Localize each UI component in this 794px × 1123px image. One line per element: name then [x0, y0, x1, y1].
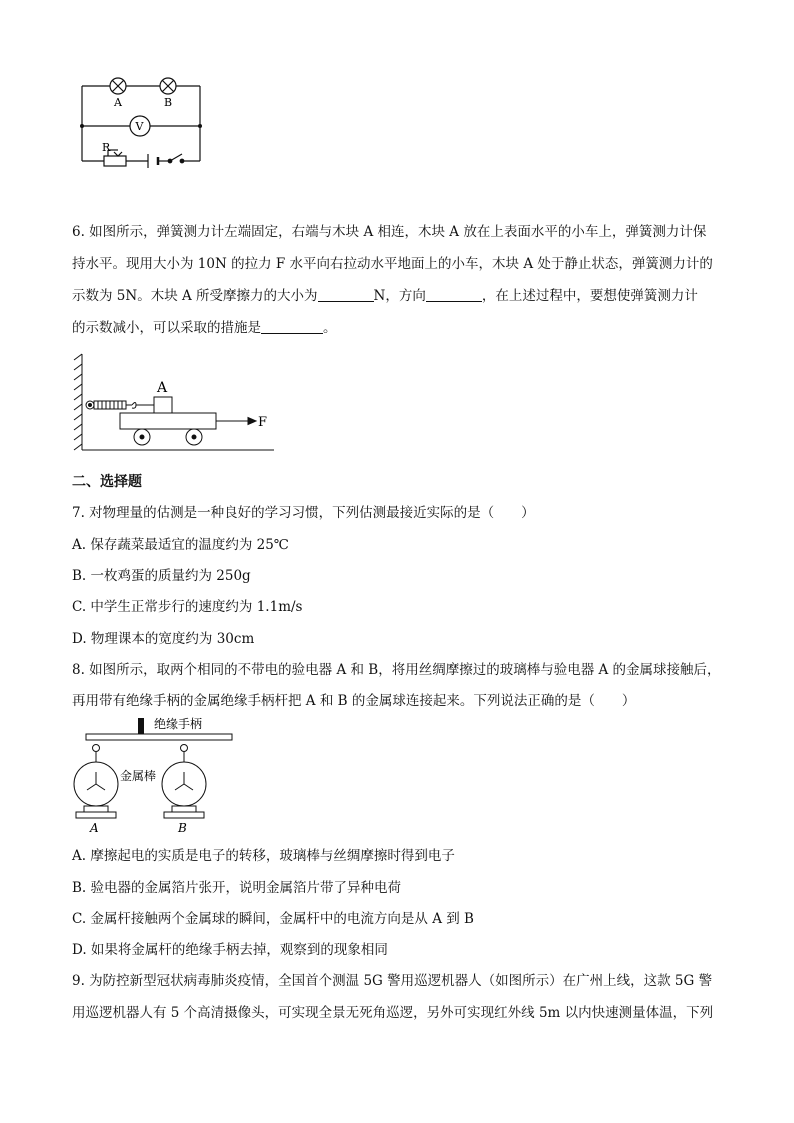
block-a [154, 397, 172, 413]
electroscope-a-label: A [90, 821, 99, 835]
q6-line-3 [72, 286, 732, 306]
circuit-diagram [72, 68, 212, 172]
lamp-b-label: B [164, 96, 173, 109]
handle-label: 绝缘手柄 [154, 717, 203, 731]
q6-line-4 [72, 318, 732, 338]
q6-line-4-part-b: 。 [323, 320, 337, 336]
battery-icon [148, 154, 158, 168]
q8-option-d[interactable]: D. 如果将金属杆的绝缘手柄去掉，观察到的现象相同 [72, 942, 388, 958]
q6-line-1: 6. 如图所示，弹簧测力计左端固定，右端与木块 A 相连，木块 A 放在上表面水平的小车上，弹簧测力计保 [72, 224, 707, 240]
q8-option-c[interactable]: C. 金属杆接触两个金属球的瞬间，金属杆中的电流方向是从 A 到 B [72, 911, 474, 927]
force-arrow-icon [216, 418, 256, 425]
q7-option-a[interactable]: A. 保存蔬菜最适宜的温度约为 25℃ [72, 537, 289, 553]
lamp-a-label: A [114, 96, 122, 109]
electroscope-figure [68, 712, 248, 840]
insulating-handle [138, 718, 144, 734]
q8-line-2: 再用带有绝缘手柄的金属绝缘手柄杆把 A 和 B 的金属球连接起来。下列说法正确的是（ ） [72, 693, 636, 709]
q7-stem: 7. 对物理量的估测是一种良好的学习习惯，下列估测最接近实际的是（ ） [72, 505, 535, 521]
q8-line-1: 8. 如图所示，取两个相同的不带电的验电器 A 和 B，将用丝绸摩擦过的玻璃棒与验电器 A 的金属球接触后， [72, 662, 721, 678]
block-a-label: A [157, 380, 168, 396]
resistor-label: R [102, 141, 111, 154]
section-title: 二、选择题 [72, 474, 142, 490]
q9-line-1: 9. 为防控新型冠状病毒肺炎疫情，全国首个测温 5G 警用巡逻机器人（如图所示）在广州上线，这款 5G 警 [72, 973, 713, 989]
answer-blank-friction[interactable] [318, 287, 374, 302]
voltmeter-label: V [135, 120, 144, 133]
spring-cart-figure [70, 350, 280, 456]
electroscope-b-icon [162, 745, 206, 819]
q7-option-d[interactable]: D. 物理课本的宽度约为 30cm [72, 631, 255, 647]
q8-option-b[interactable]: B. 验电器的金属箔片张开，说明金属箔片带了异种电荷 [72, 880, 402, 896]
electroscope-b-label: B [178, 821, 187, 835]
lamp-b-icon [160, 78, 176, 94]
wall-icon [74, 354, 82, 450]
answer-blank-measure[interactable] [261, 319, 323, 334]
lamp-a-icon [110, 78, 126, 94]
q7-option-c[interactable]: C. 中学生正常步行的速度约为 1.1m/s [72, 599, 303, 615]
rod-label: 金属棒 [120, 769, 157, 783]
q8-option-a[interactable]: A. 摩擦起电的实质是电子的转移，玻璃棒与丝绸摩擦时得到电子 [72, 848, 455, 864]
metal-rod [86, 734, 232, 740]
q6-line-4-part-a: 的示数减小，可以采取的措施是 [72, 320, 261, 336]
q6-line-3-part-c: ，在上述过程中，要想使弹簧测力计 [481, 288, 698, 304]
q7-option-b[interactable]: B. 一枚鸡蛋的质量约为 250g [72, 568, 251, 584]
q9-line-2: 用巡逻机器人有 5 个高清摄像头，可实现全景无死角巡逻，另外可实现红外线 5m 以内快速测量体温，下列 [72, 1005, 714, 1021]
spring-scale-icon [86, 401, 154, 409]
force-label: F [258, 415, 268, 430]
wheel-icon [134, 429, 202, 445]
answer-blank-direction[interactable] [426, 287, 482, 302]
q6-line-2: 持水平。现用大小为 10N 的拉力 F 水平向右拉动水平地面上的小车，木块 A 处于静止状态，弹簧测力计的 [72, 256, 713, 272]
switch-icon [168, 154, 184, 163]
cart-body [120, 413, 216, 429]
q6-line-3-part-a: 示数为 5N。木块 A 所受摩擦力的大小为 [72, 288, 318, 304]
voltmeter-icon [130, 116, 150, 136]
q6-line-3-part-b: N，方向 [373, 288, 426, 304]
electroscope-a-icon [74, 745, 118, 819]
